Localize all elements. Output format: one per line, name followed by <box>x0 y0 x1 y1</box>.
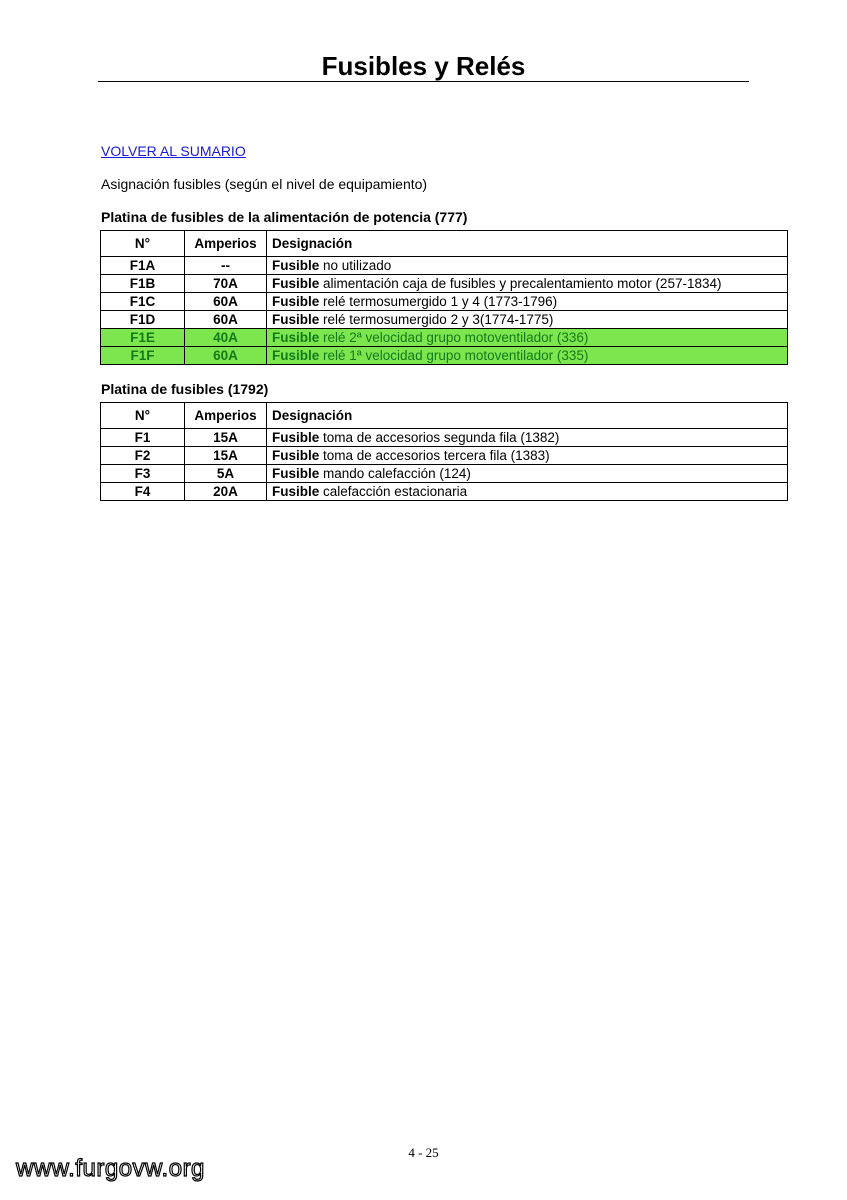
fuse-label: Fusible <box>272 311 320 327</box>
fuse-amperes: 40A <box>185 329 267 347</box>
fuse-amperes: 15A <box>185 447 267 465</box>
fuse-label: Fusible <box>272 257 320 273</box>
fuse-number: F1E <box>101 329 185 347</box>
table-row <box>101 347 788 365</box>
intro-text: Asignación fusibles (según el nivel de equipamiento) <box>101 176 428 192</box>
page-number: 4 - 25 <box>408 1145 439 1160</box>
fuse-amperes: 60A <box>185 311 267 329</box>
fuse-number: F2 <box>101 447 185 465</box>
fuse-designation <box>267 311 788 329</box>
fuse-amperes: 15A <box>185 429 267 447</box>
fuse-designation <box>267 329 788 347</box>
table-1-title: Platina de fusibles de la alimentación de potencia (777) <box>101 209 468 225</box>
fuse-description: mando calefacción (124) <box>319 465 471 481</box>
page-title: Fusibles y Relés <box>321 51 526 81</box>
header-amperes: Amperios <box>185 403 267 429</box>
fuse-designation <box>267 293 788 311</box>
fuse-number: F1F <box>101 347 185 365</box>
header-number: N° <box>101 403 185 429</box>
fuse-label: Fusible <box>272 329 320 345</box>
fuse-description: relé 2ª velocidad grupo motoventilador (336) <box>319 329 589 345</box>
fuse-amperes: 5A <box>185 465 267 483</box>
table-row <box>101 447 788 465</box>
watermark: www.furgovw.org <box>16 1155 205 1182</box>
fuse-designation <box>267 465 788 483</box>
header-designation: Designación <box>267 231 788 257</box>
table-row <box>101 429 788 447</box>
fuse-number: F1C <box>101 293 185 311</box>
fuse-amperes: 20A <box>185 483 267 501</box>
table-row <box>101 257 788 275</box>
back-to-summary-link[interactable]: VOLVER AL SUMARIO <box>101 143 246 159</box>
table-row <box>101 329 788 347</box>
fuse-designation <box>267 347 788 365</box>
fuse-description: alimentación caja de fusibles y precalentamiento motor (257-1834) <box>319 275 722 291</box>
fuse-designation <box>267 483 788 501</box>
header-number: N° <box>101 231 185 257</box>
fuse-designation <box>267 447 788 465</box>
title-divider <box>98 81 749 82</box>
fuse-description: relé 1ª velocidad grupo motoventilador (335) <box>319 347 589 363</box>
fuse-label: Fusible <box>272 447 320 463</box>
fuse-amperes: 70A <box>185 275 267 293</box>
header-designation: Designación <box>267 403 788 429</box>
fuse-number: F4 <box>101 483 185 501</box>
table-row <box>101 275 788 293</box>
fuse-designation <box>267 257 788 275</box>
fuse-description: relé termosumergido 1 y 4 (1773-1796) <box>319 293 558 309</box>
fuse-table-777 <box>100 230 788 365</box>
header-amperes: Amperios <box>185 231 267 257</box>
fuse-amperes: 60A <box>185 293 267 311</box>
fuse-number: F3 <box>101 465 185 483</box>
fuse-label: Fusible <box>272 483 320 499</box>
fuse-description: toma de accesorios tercera fila (1383) <box>319 447 550 463</box>
table-2-title: Platina de fusibles (1792) <box>101 381 269 397</box>
fuse-table-1792 <box>100 402 788 501</box>
table-row <box>101 293 788 311</box>
table-row <box>101 311 788 329</box>
fuse-description: no utilizado <box>319 257 392 273</box>
fuse-label: Fusible <box>272 275 320 291</box>
fuse-amperes: -- <box>185 257 267 275</box>
fuse-number: F1A <box>101 257 185 275</box>
fuse-designation <box>267 275 788 293</box>
fuse-description: toma de accesorios segunda fila (1382) <box>319 429 560 445</box>
fuse-label: Fusible <box>272 347 320 363</box>
table-row <box>101 465 788 483</box>
fuse-description: calefacción estacionaria <box>319 483 468 499</box>
table-row <box>101 483 788 501</box>
fuse-label: Fusible <box>272 465 320 481</box>
fuse-amperes: 60A <box>185 347 267 365</box>
fuse-label: Fusible <box>272 429 320 445</box>
fuse-number: F1B <box>101 275 185 293</box>
fuse-description: relé termosumergido 2 y 3(1774-1775) <box>319 311 554 327</box>
fuse-label: Fusible <box>272 293 320 309</box>
fuse-designation <box>267 429 788 447</box>
fuse-number: F1D <box>101 311 185 329</box>
fuse-number: F1 <box>101 429 185 447</box>
